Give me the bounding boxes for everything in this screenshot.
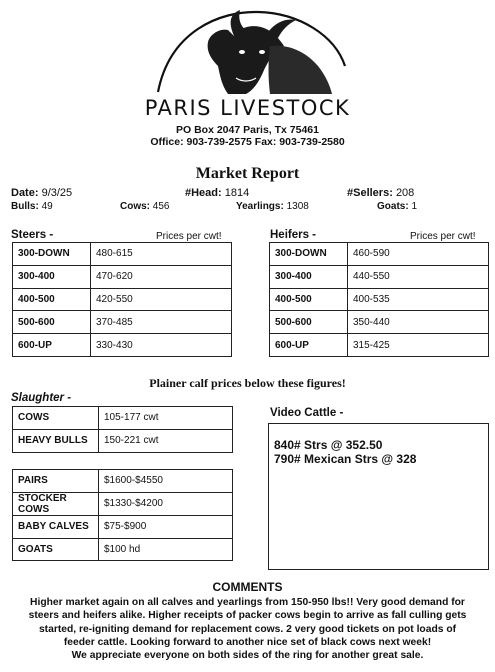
price-cell: 330-430	[91, 334, 232, 357]
video-cattle-title: Video Cattle -	[270, 407, 344, 419]
goats-value: 1	[411, 201, 418, 212]
date-info	[11, 187, 72, 199]
price-cell: 470-620	[91, 265, 232, 288]
other-prices-table	[12, 469, 233, 561]
comment-line: We appreciate everyone on both sides of the ring for another great sale.	[71, 650, 424, 662]
bulls-label: Bulls:	[11, 201, 39, 212]
price-cell: 400-535	[348, 288, 489, 311]
yearlings-value: 1308	[286, 201, 309, 212]
price-cell: 440-550	[348, 265, 489, 288]
price-cell: $1330-$4200	[99, 492, 233, 515]
brand-name: PARIS LIVESTOCK	[144, 96, 351, 120]
table-row	[13, 407, 233, 430]
weight-cell: 500-600	[270, 311, 348, 334]
label-cell: GOATS	[13, 538, 99, 561]
video-lot: 790# Mexican Strs @ 328	[274, 452, 417, 466]
weight-cell: 300-400	[270, 265, 348, 288]
price-cell: 150-221 cwt	[99, 429, 233, 452]
weight-cell: 400-500	[13, 288, 91, 311]
price-cell: 315-425	[348, 334, 489, 357]
address-line: PO Box 2047 Paris, Tx 75461	[175, 124, 319, 136]
table-row	[13, 515, 233, 538]
table-row	[13, 311, 232, 334]
label-cell: COWS	[13, 407, 99, 430]
weight-cell: 400-500	[270, 288, 348, 311]
comment-line: started, re-igniting demand for replacement cows. 2 very good tickets on pot loads of	[38, 623, 457, 635]
table-row	[13, 288, 232, 311]
price-cell: 480-615	[91, 243, 232, 266]
yearlings-label: Yearlings:	[236, 201, 284, 212]
weight-cell: 300-DOWN	[270, 243, 348, 266]
comment-line: Higher market again on all calves and yearlings from 150-950 lbs!! Very good demand for	[30, 597, 465, 608]
weight-cell: 500-600	[13, 311, 91, 334]
report-title: Market Report	[195, 165, 300, 182]
price-cell: 105-177 cwt	[99, 407, 233, 430]
table-row	[270, 288, 489, 311]
date-value: 9/3/25	[41, 187, 73, 199]
comment-line: steers and heifers alike. Higher receipts of packer cows begin to arrive as fall culling gets	[28, 610, 467, 622]
table-row	[270, 265, 489, 288]
table-row	[13, 492, 233, 515]
steers-title: Steers -	[11, 229, 54, 241]
heifers-title: Heifers -	[270, 229, 317, 241]
table-row	[270, 243, 489, 266]
head-info	[185, 187, 249, 199]
head-value: 1814	[224, 187, 250, 199]
sellers-value: 208	[395, 187, 415, 199]
table-row	[270, 311, 489, 334]
table-row	[270, 334, 489, 357]
plainer-note: Plainer calf prices below these figures!	[149, 376, 346, 390]
label-cell: HEAVY BULLS	[13, 429, 99, 452]
yearlings-info	[236, 201, 309, 212]
video-lot: 840# Strs @ 352.50	[274, 438, 383, 452]
weight-cell: 300-DOWN	[13, 243, 91, 266]
bulls-info	[11, 201, 53, 212]
price-cell: 420-550	[91, 288, 232, 311]
sellers-label: #Sellers:	[347, 187, 393, 199]
steers-table	[12, 242, 232, 357]
weight-cell: 300-400	[13, 265, 91, 288]
price-cell: $100 hd	[99, 538, 233, 561]
weight-cell: 600-UP	[270, 334, 348, 357]
slaughter-table	[12, 406, 233, 453]
comments-title: COMMENTS	[212, 580, 283, 594]
table-row	[13, 429, 233, 452]
table-row	[13, 334, 232, 357]
heifers-table	[269, 242, 489, 357]
slaughter-title: Slaughter -	[11, 392, 72, 404]
label-cell: BABY CALVES	[13, 515, 99, 538]
head-label: #Head:	[185, 187, 222, 199]
comment-line: feeder cattle. Looking forward to another nice set of black cows next week!	[63, 636, 432, 648]
bulls-value: 49	[41, 201, 53, 212]
price-cell: $1600-$4550	[99, 470, 233, 493]
table-row	[13, 265, 232, 288]
price-cell: $75-$900	[99, 515, 233, 538]
cows-info	[120, 201, 169, 212]
label-cell: STOCKER COWS	[13, 492, 99, 515]
goats-label: Goats:	[377, 201, 409, 212]
price-cell: 460-590	[348, 243, 489, 266]
cows-value: 456	[152, 201, 170, 212]
price-cell: 350-440	[348, 311, 489, 334]
comments-text	[10, 596, 485, 662]
steers-price-note: Prices per cwt!	[156, 231, 222, 242]
label-cell: PAIRS	[13, 470, 99, 493]
weight-cell: 600-UP	[13, 334, 91, 357]
bull-logo-icon	[150, 6, 350, 98]
table-row	[13, 243, 232, 266]
heifers-price-note: Prices per cwt!	[410, 231, 476, 242]
table-row	[13, 538, 233, 561]
cows-label: Cows:	[120, 201, 150, 212]
price-cell: 370-485	[91, 311, 232, 334]
video-cattle-box	[268, 423, 489, 570]
date-label: Date:	[11, 187, 39, 199]
goats-info	[377, 201, 417, 212]
table-row	[13, 470, 233, 493]
phone-line: Office: 903-739-2575 Fax: 903-739-2580	[150, 136, 345, 148]
sellers-info	[347, 187, 414, 199]
